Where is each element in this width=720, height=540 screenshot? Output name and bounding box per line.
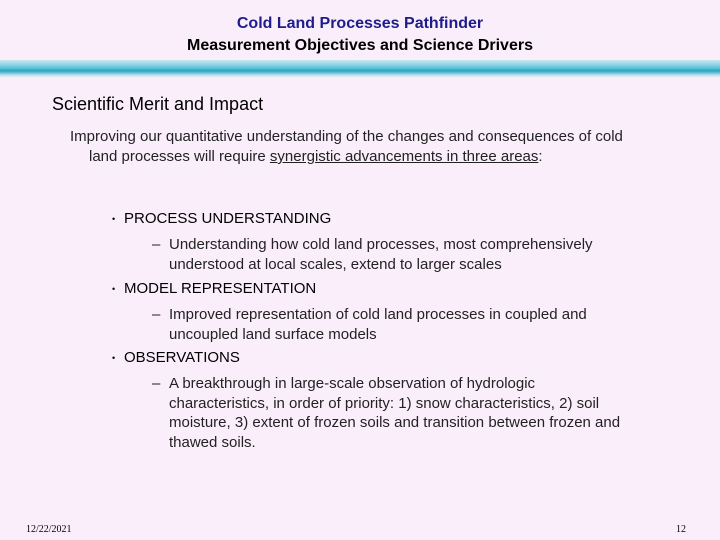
dash-icon: – [152, 375, 161, 392]
intro-underlined-text: synergistic advancements in three areas [269, 148, 539, 165]
bullet-icon: • [112, 284, 116, 294]
footer-date: 12/22/2021 [26, 524, 72, 535]
slide-title: Cold Land Processes Pathfinder [236, 15, 484, 32]
sub-item-line: characteristics, in order of priority: 1) snow characteristics, 2) soil [169, 394, 600, 412]
sub-item-line: uncoupled land surface models [169, 325, 377, 343]
intro-line-2 [70, 147, 690, 167]
bullet-icon: • [112, 214, 116, 224]
sub-item-line: Understanding how cold land processes, most comprehensively [169, 236, 593, 253]
sub-item-line: Improved representation of cold land processes in coupled and [169, 306, 587, 323]
slide-header [0, 0, 720, 60]
intro-text-1: Improving our quantitative understanding of the changes and consequences of cold [70, 128, 623, 145]
sub-item-line: thawed soils. [169, 433, 256, 451]
sub-item-text [169, 305, 649, 344]
bullet-label: OBSERVATIONS [124, 349, 240, 366]
intro-paragraph [70, 127, 690, 167]
slide-subtitle: Measurement Objectives and Science Drivers [187, 37, 533, 54]
page-number: 12 [676, 524, 686, 535]
sub-item-line: understood at local scales, extend to larger scales [169, 255, 502, 273]
intro-text-end: : [538, 148, 543, 165]
section-heading: Scientific Merit and Impact [52, 94, 264, 114]
sub-item-text [169, 235, 649, 274]
bullet-label: MODEL REPRESENTATION [124, 280, 317, 297]
bullet-icon: • [112, 353, 116, 363]
header-divider-band [0, 60, 720, 78]
sub-item-text [169, 374, 649, 452]
sub-item-line: moisture, 3) extent of frozen soils and transition between frozen and [169, 414, 621, 431]
intro-text-2: land processes will require [89, 148, 270, 165]
sub-item-line: A breakthrough in large-scale observation of hydrologic [169, 375, 536, 392]
dash-icon: – [152, 236, 161, 253]
dash-icon: – [152, 306, 161, 323]
bullet-label: PROCESS UNDERSTANDING [124, 210, 332, 227]
